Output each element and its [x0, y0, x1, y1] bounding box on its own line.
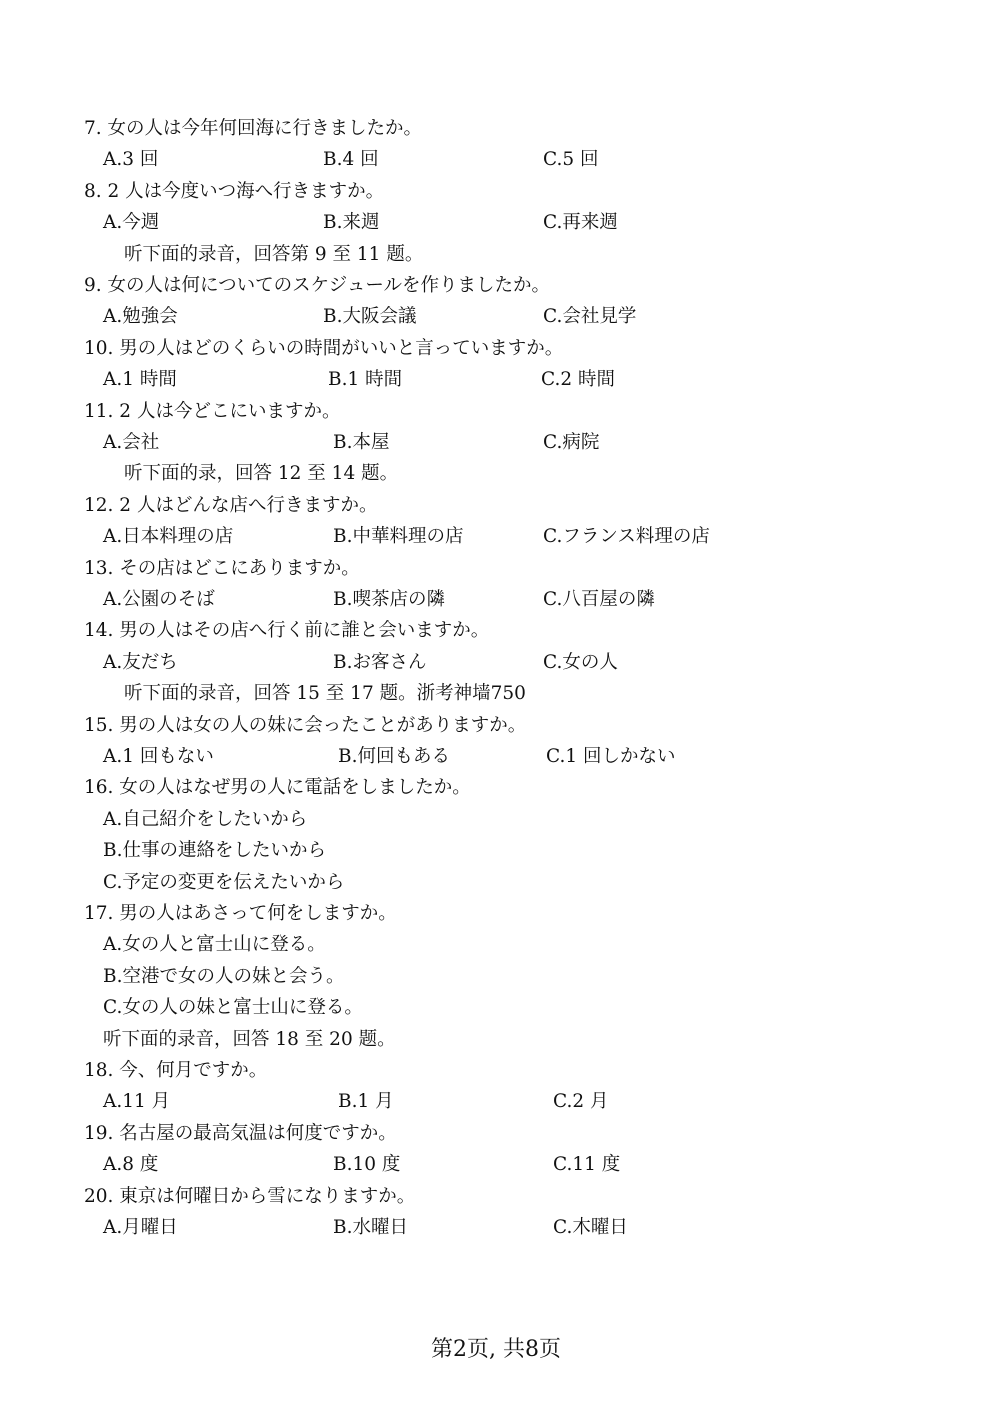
option-c: C.再来週	[543, 212, 618, 234]
option-a: A.1 時間	[103, 369, 177, 391]
page-footer: 第2页, 共8页	[431, 1337, 561, 1362]
question-text: 12. 2 人はどんな店へ行きますか。	[84, 494, 378, 516]
option-c: C.女の人	[543, 651, 618, 673]
option-a: A.友だち	[103, 651, 178, 673]
question-text: 14. 男の人はその店へ行く前に誰と会いますか。	[84, 620, 490, 642]
option-b: B.本屋	[333, 432, 390, 453]
option-b: B.1 時間	[328, 369, 403, 391]
option-b: B.中華料理の店	[333, 526, 464, 548]
option-a: A.会社	[103, 432, 160, 453]
option-text: C.女の人の妹と富士山に登る。	[103, 997, 363, 1019]
question-text: 16. 女の人はなぜ男の人に電話をしましたか。	[84, 777, 471, 799]
instruction-text: 听下面的录音，回答第 9 至 11 题。	[124, 243, 424, 265]
option-a: A.日本料理の店	[103, 526, 234, 548]
option-b: B.何回もある	[338, 746, 450, 767]
instruction-text: 听下面的录音，回答 18 至 20 题。	[103, 1028, 396, 1050]
question-text: 17. 男の人はあさって何をしますか。	[84, 903, 397, 924]
instruction-text: 听下面的录音，回答 15 至 17 题。浙考神墙750	[124, 683, 526, 705]
option-b: B.大阪会議	[323, 306, 417, 328]
option-b: B.お客さん	[333, 651, 427, 673]
question-text: 13. その店はどこにありますか。	[84, 557, 360, 579]
option-c: C.木曜日	[553, 1217, 628, 1238]
option-c: C.1 回しかない	[546, 746, 676, 767]
option-text: B.仕事の連絡をしたいから	[103, 840, 326, 862]
option-c: C.5 回	[543, 149, 599, 171]
question-text: 18. 今、何月ですか。	[84, 1060, 268, 1081]
option-a: A.8 度	[103, 1154, 159, 1176]
option-text: A.自己紹介をしたいから	[103, 808, 308, 830]
question-text: 11. 2 人は今どこにいますか。	[84, 400, 341, 422]
option-c: C.11 度	[553, 1154, 621, 1176]
question-text: 9. 女の人は何についてのスケジュールを作りましたか。	[84, 275, 551, 296]
option-a: A.月曜日	[103, 1217, 178, 1238]
option-c: C.フランス料理の店	[543, 526, 710, 548]
option-c: C.病院	[543, 432, 600, 453]
option-c: C.2 月	[553, 1091, 609, 1113]
option-text: B.空港で女の人の妹と会う。	[103, 965, 345, 987]
option-c: C.会社見学	[543, 306, 637, 328]
option-a: A.1 回もない	[103, 746, 214, 767]
question-text: 7. 女の人は今年何回海に行きましたか。	[84, 118, 423, 139]
option-a: A.3 回	[103, 149, 159, 171]
option-b: B.喫茶店の隣	[333, 589, 445, 610]
instruction-text: 听下面的录，回答 12 至 14 题。	[124, 463, 399, 485]
question-text: 8. 2 人は今度いつ海へ行きますか。	[84, 180, 385, 202]
question-text: 10. 男の人はどのくらいの時間がいいと言っていますか。	[84, 337, 564, 359]
option-a: A.11 月	[103, 1091, 171, 1113]
option-c: C.八百屋の隣	[543, 589, 655, 610]
option-b: B.1 月	[338, 1091, 394, 1113]
option-b: B.10 度	[333, 1154, 401, 1176]
option-a: A.勉強会	[103, 306, 178, 328]
question-text: 15. 男の人は女の人の妹に会ったことがありますか。	[84, 714, 527, 736]
option-a: A.公園のそば	[103, 589, 215, 610]
option-a: A.今週	[103, 212, 160, 234]
option-text: C.予定の変更を伝えたいから	[103, 871, 345, 893]
option-c: C.2 時間	[541, 369, 616, 391]
option-b: B.水曜日	[333, 1217, 408, 1238]
question-text: 19. 名古屋の最高気温は何度ですか。	[84, 1122, 397, 1144]
option-b: B.4 回	[323, 149, 379, 171]
question-text: 20. 東京は何曜日から雪になりますか。	[84, 1185, 416, 1207]
option-text: A.女の人と富士山に登る。	[103, 934, 326, 956]
option-b: B.来週	[323, 212, 380, 234]
